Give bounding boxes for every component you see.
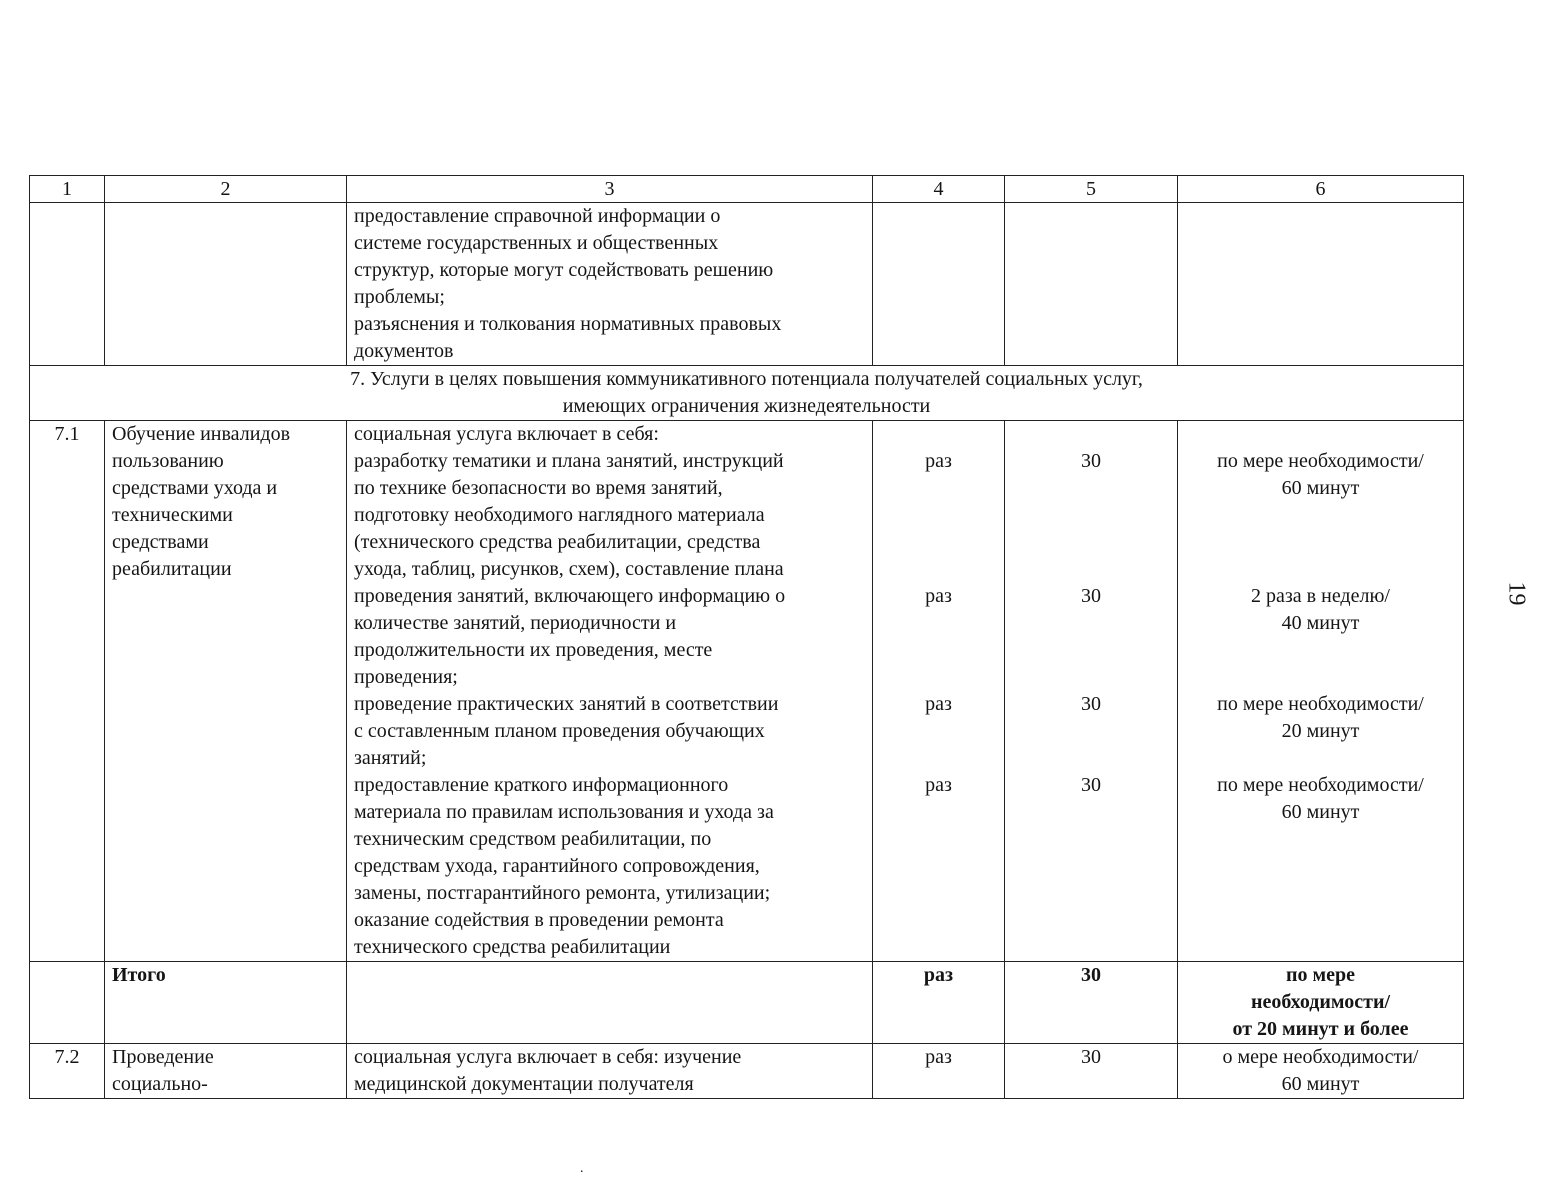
frequency-line: 60 минут bbox=[1281, 801, 1360, 823]
column-number: 5 bbox=[1005, 176, 1178, 203]
column-number: 1 bbox=[30, 176, 105, 203]
description-line: разработку тематики и плана занятий, инструкций bbox=[354, 450, 784, 472]
service-name bbox=[105, 421, 347, 962]
description-line: социальная услуга включает в себя: bbox=[354, 423, 659, 445]
total-unit: раз bbox=[873, 962, 1005, 1044]
frequency-line: от 20 минут и более bbox=[1232, 1018, 1409, 1040]
frequency-line: 2 раза в неделю/ bbox=[1251, 585, 1390, 607]
column-number-row bbox=[30, 176, 1464, 203]
description-line: проведения; bbox=[354, 666, 458, 688]
description-line: оказание содействия в проведении ремонта bbox=[354, 909, 724, 931]
service-description bbox=[347, 421, 873, 962]
frequency-line: по мере необходимости/ bbox=[1217, 693, 1424, 715]
description-line: проведение практических занятий в соответствии bbox=[354, 693, 779, 715]
column-number: 4 bbox=[873, 176, 1005, 203]
scan-dot: . bbox=[580, 1161, 584, 1176]
description-line: замены, постгарантийного ремонта, утилизации; bbox=[354, 882, 771, 904]
services-table bbox=[29, 175, 1464, 1099]
service-row-7-1 bbox=[30, 421, 1464, 962]
service-number: 7.1 bbox=[30, 421, 105, 962]
count-value: 30 bbox=[1005, 1044, 1178, 1099]
description-line: (технического средства реабилитации, средства bbox=[354, 531, 761, 553]
description-line: по технике безопасности во время занятий, bbox=[354, 477, 723, 499]
service-name-line: реабилитации bbox=[112, 558, 232, 580]
frequency-line: необходимости/ bbox=[1250, 991, 1391, 1013]
description-line: предоставление краткого информационного bbox=[354, 774, 729, 796]
description-line: с составленным планом проведения обучающих bbox=[354, 720, 765, 742]
unit-value: раз bbox=[925, 585, 952, 607]
section-heading bbox=[30, 366, 1464, 421]
count-column bbox=[1005, 421, 1178, 962]
description-line: медицинской документации получателя bbox=[354, 1073, 694, 1095]
description-line: проблемы; bbox=[354, 286, 445, 308]
service-row-7-2 bbox=[30, 1044, 1464, 1099]
description-line: разъяснения и толкования нормативных правовых bbox=[354, 313, 782, 335]
description-line: ухода, таблиц, рисунков, схем), составление плана bbox=[354, 558, 784, 580]
unit-value: раз bbox=[925, 774, 952, 796]
service-name bbox=[105, 1044, 347, 1099]
description-line: средствам ухода, гарантийного сопровождения, bbox=[354, 855, 760, 877]
frequency-line: 20 минут bbox=[1281, 720, 1360, 742]
count-value: 30 bbox=[1081, 450, 1101, 472]
count-value: 30 bbox=[1081, 585, 1101, 607]
frequency-line: по мере bbox=[1285, 964, 1356, 986]
section-heading-row bbox=[30, 366, 1464, 421]
unit-value: раз bbox=[925, 693, 952, 715]
page-number: 19 bbox=[1503, 581, 1530, 606]
service-name-line: средствами bbox=[112, 531, 209, 553]
column-number: 3 bbox=[347, 176, 873, 203]
service-name-line: техническими bbox=[112, 504, 233, 526]
description-line: документов bbox=[354, 340, 454, 362]
service-number: 7.2 bbox=[30, 1044, 105, 1099]
service-name-line: средствами ухода и bbox=[112, 477, 278, 499]
frequency-line: 60 минут bbox=[1281, 1073, 1360, 1095]
total-count: 30 bbox=[1005, 962, 1178, 1044]
service-name-line: Обучение инвалидов bbox=[112, 423, 291, 445]
description-line: подготовку необходимого наглядного материала bbox=[354, 504, 765, 526]
description-line: техническим средством реабилитации, по bbox=[354, 828, 712, 850]
frequency-line: по мере необходимости/ bbox=[1217, 774, 1424, 796]
description-line: предоставление справочной информации о bbox=[354, 205, 721, 227]
frequency-line: 40 минут bbox=[1281, 612, 1360, 634]
description-line: структур, которые могут содействовать решению bbox=[354, 259, 774, 281]
description-line: количестве занятий, периодичности и bbox=[354, 612, 677, 634]
frequency-line: 60 минут bbox=[1281, 477, 1360, 499]
description-line: социальная услуга включает в себя: изучение bbox=[354, 1046, 742, 1068]
total-frequency bbox=[1178, 962, 1464, 1044]
count-value: 30 bbox=[1081, 693, 1101, 715]
description-line: материала по правилам использования и ухода за bbox=[354, 801, 774, 823]
description-line: проведения занятий, включающего информацию о bbox=[354, 585, 786, 607]
continuation-row bbox=[30, 203, 1464, 366]
frequency-line: о мере необходимости/ bbox=[1222, 1046, 1419, 1068]
column-number: 6 bbox=[1178, 176, 1464, 203]
description-line: технического средства реабилитации bbox=[354, 936, 671, 958]
unit-value: раз bbox=[873, 1044, 1005, 1099]
continuation-description bbox=[347, 203, 873, 366]
column-number: 2 bbox=[105, 176, 347, 203]
service-name-line: Проведение bbox=[112, 1046, 214, 1068]
service-name-line: социально- bbox=[112, 1073, 208, 1095]
unit-column bbox=[873, 421, 1005, 962]
description-line: занятий; bbox=[354, 747, 427, 769]
frequency-column bbox=[1178, 1044, 1464, 1099]
service-name-line: пользованию bbox=[112, 450, 224, 472]
description-line: системе государственных и общественных bbox=[354, 232, 719, 254]
frequency-line: по мере необходимости/ bbox=[1217, 450, 1424, 472]
service-description bbox=[347, 1044, 873, 1099]
description-line: продолжительности их проведения, месте bbox=[354, 639, 713, 661]
section-heading-line: имеющих ограничения жизнедеятельности bbox=[562, 395, 931, 417]
total-label: Итого bbox=[105, 962, 347, 1044]
section-heading-line: 7. Услуги в целях повышения коммуникативного потенциала получателей социальных услуг, bbox=[350, 368, 1143, 390]
frequency-column bbox=[1178, 421, 1464, 962]
total-row bbox=[30, 962, 1464, 1044]
unit-value: раз bbox=[925, 450, 952, 472]
count-value: 30 bbox=[1081, 774, 1101, 796]
